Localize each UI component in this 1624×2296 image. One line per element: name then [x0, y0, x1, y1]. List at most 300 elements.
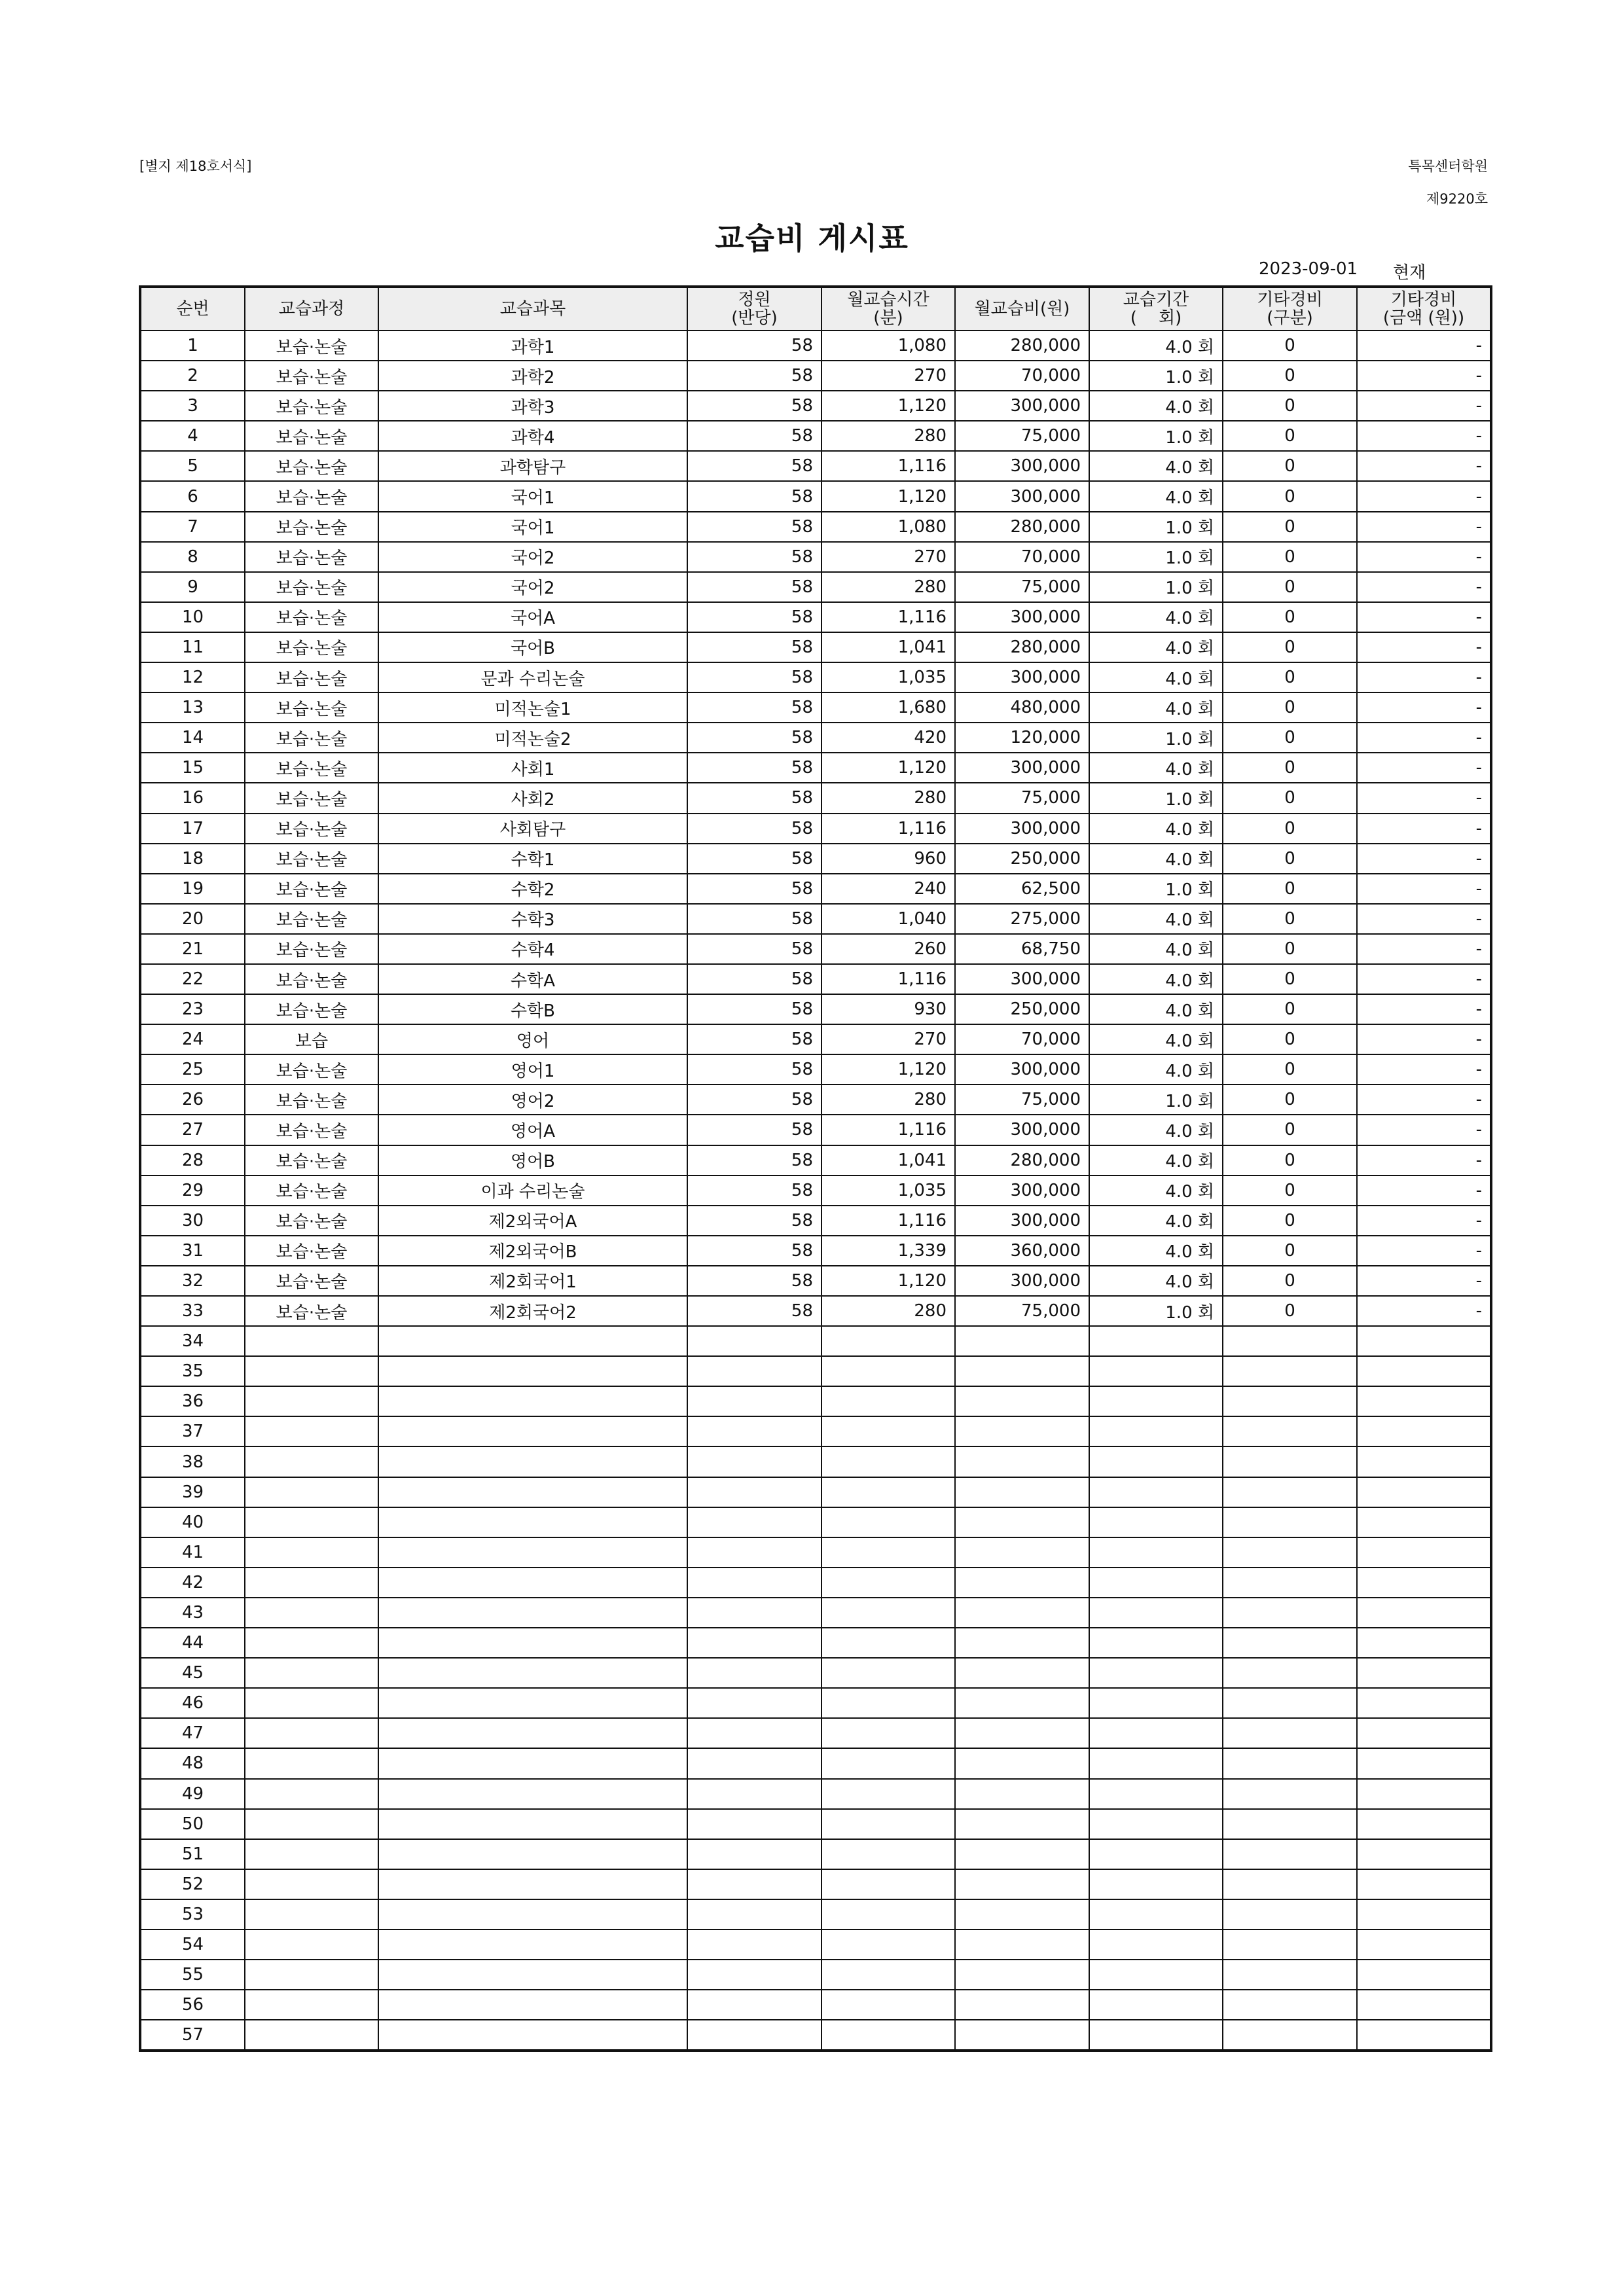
- cell-fee: [955, 1748, 1089, 1778]
- cell-no: 25: [140, 1054, 245, 1085]
- cell-period: 1.0 회: [1089, 1085, 1223, 1115]
- cell-capacity: 58: [687, 361, 821, 391]
- cell-no: 3: [140, 391, 245, 421]
- cell-subject: 수학A: [378, 964, 687, 994]
- cell-no: 53: [140, 1899, 245, 1929]
- cell-minutes: [821, 1326, 955, 1356]
- cell-period: 1.0 회: [1089, 723, 1223, 753]
- table-row: [140, 632, 1491, 662]
- cell-etc-amount: -: [1357, 814, 1491, 844]
- cell-subject: 이과 수리논술: [378, 1175, 687, 1206]
- cell-no: 39: [140, 1477, 245, 1507]
- cell-etc-type: 0: [1223, 1266, 1357, 1296]
- cell-subject: 과학4: [378, 421, 687, 451]
- cell-period: [1089, 1416, 1223, 1446]
- cell-subject: 영어1: [378, 1054, 687, 1085]
- cell-fee: [955, 1598, 1089, 1628]
- cell-etc-amount: [1357, 1537, 1491, 1568]
- cell-subject: 과학탐구: [378, 451, 687, 481]
- cell-no: 49: [140, 1779, 245, 1809]
- cell-period: [1089, 1748, 1223, 1778]
- cell-minutes: [821, 1537, 955, 1568]
- cell-capacity: [687, 1688, 821, 1718]
- cell-no: 28: [140, 1145, 245, 1175]
- cell-etc-amount: -: [1357, 1145, 1491, 1175]
- cell-subject: [378, 1688, 687, 1718]
- cell-capacity: [687, 1718, 821, 1748]
- cell-period: [1089, 1688, 1223, 1718]
- cell-fee: 280,000: [955, 331, 1089, 361]
- cell-course: [245, 1477, 378, 1507]
- table-row: [140, 1929, 1491, 1960]
- cell-etc-amount: -: [1357, 602, 1491, 632]
- cell-subject: 국어1: [378, 512, 687, 542]
- cell-course: [245, 1628, 378, 1658]
- table-row: [140, 1990, 1491, 2020]
- cell-course: 보습·논술: [245, 1085, 378, 1115]
- cell-fee: 300,000: [955, 1054, 1089, 1085]
- table-row: [140, 934, 1491, 964]
- cell-fee: 300,000: [955, 1266, 1089, 1296]
- cell-no: 20: [140, 904, 245, 934]
- cell-minutes: [821, 1779, 955, 1809]
- cell-fee: [955, 1326, 1089, 1356]
- cell-course: 보습·논술: [245, 1054, 378, 1085]
- cell-capacity: 58: [687, 451, 821, 481]
- cell-no: 32: [140, 1266, 245, 1296]
- cell-minutes: 1,116: [821, 1206, 955, 1236]
- cell-no: 6: [140, 481, 245, 511]
- cell-capacity: 58: [687, 1296, 821, 1326]
- cell-etc-type: [1223, 1658, 1357, 1688]
- table-row: [140, 1960, 1491, 1990]
- cell-fee: 275,000: [955, 904, 1089, 934]
- cell-capacity: [687, 1990, 821, 2020]
- cell-subject: [378, 1718, 687, 1748]
- cell-minutes: 1,041: [821, 1145, 955, 1175]
- cell-capacity: 58: [687, 964, 821, 994]
- cell-fee: 300,000: [955, 964, 1089, 994]
- table-row: [140, 1568, 1491, 1598]
- cell-course: 보습·논술: [245, 692, 378, 723]
- cell-fee: [955, 1537, 1089, 1568]
- cell-etc-type: 0: [1223, 421, 1357, 451]
- cell-period: [1089, 1899, 1223, 1929]
- cell-minutes: 960: [821, 844, 955, 874]
- cell-minutes: [821, 2020, 955, 2051]
- cell-minutes: 1,116: [821, 602, 955, 632]
- cell-etc-type: [1223, 1568, 1357, 1598]
- table-row: [140, 572, 1491, 602]
- cell-capacity: 58: [687, 814, 821, 844]
- cell-capacity: 58: [687, 632, 821, 662]
- table-row: [140, 1416, 1491, 1446]
- cell-etc-amount: -: [1357, 783, 1491, 813]
- cell-period: 4.0 회: [1089, 934, 1223, 964]
- cell-period: 1.0 회: [1089, 361, 1223, 391]
- table-row: [140, 692, 1491, 723]
- cell-capacity: 58: [687, 1236, 821, 1266]
- cell-subject: 제2외국어A: [378, 1206, 687, 1236]
- cell-fee: [955, 1658, 1089, 1688]
- table-row: [140, 814, 1491, 844]
- cell-minutes: 1,120: [821, 481, 955, 511]
- cell-minutes: 1,116: [821, 451, 955, 481]
- cell-etc-type: 0: [1223, 361, 1357, 391]
- cell-period: 4.0 회: [1089, 1175, 1223, 1206]
- cell-etc-amount: [1357, 1326, 1491, 1356]
- cell-etc-amount: [1357, 1446, 1491, 1477]
- cell-etc-amount: -: [1357, 632, 1491, 662]
- cell-etc-amount: -: [1357, 874, 1491, 904]
- table-row: [140, 1145, 1491, 1175]
- cell-subject: 국어1: [378, 481, 687, 511]
- table-row: [140, 1688, 1491, 1718]
- cell-etc-type: [1223, 1899, 1357, 1929]
- cell-no: 46: [140, 1688, 245, 1718]
- cell-no: 19: [140, 874, 245, 904]
- cell-no: 34: [140, 1326, 245, 1356]
- cell-no: 29: [140, 1175, 245, 1206]
- cell-minutes: 280: [821, 572, 955, 602]
- cell-etc-amount: [1357, 1416, 1491, 1446]
- cell-etc-type: [1223, 1869, 1357, 1899]
- cell-etc-type: 0: [1223, 723, 1357, 753]
- cell-no: 11: [140, 632, 245, 662]
- cell-etc-type: 0: [1223, 391, 1357, 421]
- cell-no: 24: [140, 1024, 245, 1054]
- cell-no: 40: [140, 1507, 245, 1537]
- cell-course: 보습·논술: [245, 1206, 378, 1236]
- table-row: [140, 542, 1491, 572]
- cell-fee: 70,000: [955, 542, 1089, 572]
- cell-capacity: [687, 1507, 821, 1537]
- cell-capacity: [687, 1446, 821, 1477]
- cell-etc-type: 0: [1223, 783, 1357, 813]
- col-header-capacity: 정원 (반당): [687, 287, 821, 331]
- cell-etc-type: 0: [1223, 994, 1357, 1024]
- cell-etc-type: 0: [1223, 1024, 1357, 1054]
- cell-etc-type: [1223, 1416, 1357, 1446]
- cell-etc-amount: -: [1357, 1115, 1491, 1145]
- cell-period: 4.0 회: [1089, 391, 1223, 421]
- cell-minutes: [821, 1869, 955, 1899]
- cell-minutes: 270: [821, 361, 955, 391]
- cell-etc-amount: -: [1357, 964, 1491, 994]
- cell-etc-amount: -: [1357, 1236, 1491, 1266]
- cell-no: 2: [140, 361, 245, 391]
- table-row: [140, 602, 1491, 632]
- cell-subject: 제2회국어1: [378, 1266, 687, 1296]
- cell-capacity: [687, 1960, 821, 1990]
- cell-no: 45: [140, 1658, 245, 1688]
- cell-etc-type: 0: [1223, 632, 1357, 662]
- cell-subject: 영어2: [378, 1085, 687, 1115]
- cell-course: [245, 1568, 378, 1598]
- cell-course: 보습·논술: [245, 542, 378, 572]
- cell-etc-type: [1223, 1779, 1357, 1809]
- cell-period: 4.0 회: [1089, 904, 1223, 934]
- table-row: [140, 662, 1491, 692]
- cell-fee: 280,000: [955, 632, 1089, 662]
- cell-etc-amount: -: [1357, 421, 1491, 451]
- cell-course: 보습: [245, 1024, 378, 1054]
- cell-etc-type: 0: [1223, 934, 1357, 964]
- table-row: [140, 1054, 1491, 1085]
- cell-fee: [955, 1386, 1089, 1416]
- cell-subject: 국어A: [378, 602, 687, 632]
- cell-etc-type: [1223, 1628, 1357, 1658]
- cell-course: 보습·논술: [245, 964, 378, 994]
- cell-etc-type: [1223, 1537, 1357, 1568]
- cell-no: 35: [140, 1356, 245, 1386]
- table-row: [140, 391, 1491, 421]
- cell-capacity: 58: [687, 753, 821, 783]
- cell-etc-type: 0: [1223, 1296, 1357, 1326]
- table-row: [140, 844, 1491, 874]
- cell-minutes: 280: [821, 421, 955, 451]
- cell-period: 4.0 회: [1089, 1024, 1223, 1054]
- cell-minutes: [821, 1446, 955, 1477]
- cell-course: [245, 1688, 378, 1718]
- cell-minutes: [821, 1718, 955, 1748]
- cell-period: 4.0 회: [1089, 1206, 1223, 1236]
- cell-course: 보습·논술: [245, 904, 378, 934]
- cell-no: 12: [140, 662, 245, 692]
- cell-etc-type: 0: [1223, 874, 1357, 904]
- cell-capacity: 58: [687, 994, 821, 1024]
- cell-minutes: [821, 1628, 955, 1658]
- cell-etc-type: 0: [1223, 964, 1357, 994]
- cell-minutes: [821, 1477, 955, 1507]
- cell-fee: 360,000: [955, 1236, 1089, 1266]
- cell-minutes: [821, 1356, 955, 1386]
- cell-etc-amount: [1357, 1809, 1491, 1839]
- cell-course: 보습·논술: [245, 512, 378, 542]
- table-row: [140, 1175, 1491, 1206]
- cell-subject: [378, 1809, 687, 1839]
- cell-capacity: [687, 1326, 821, 1356]
- cell-course: [245, 1990, 378, 2020]
- cell-course: [245, 1929, 378, 1960]
- cell-etc-type: 0: [1223, 1175, 1357, 1206]
- cell-no: 14: [140, 723, 245, 753]
- cell-minutes: 1,120: [821, 753, 955, 783]
- cell-period: 1.0 회: [1089, 512, 1223, 542]
- cell-etc-type: 0: [1223, 1236, 1357, 1266]
- col-header-course: 교습과정: [245, 287, 378, 331]
- cell-fee: 300,000: [955, 481, 1089, 511]
- cell-subject: [378, 1839, 687, 1869]
- cell-etc-type: [1223, 1748, 1357, 1778]
- table-row: [140, 1839, 1491, 1869]
- cell-no: 56: [140, 1990, 245, 2020]
- cell-fee: 280,000: [955, 512, 1089, 542]
- cell-no: 30: [140, 1206, 245, 1236]
- cell-etc-amount: [1357, 1688, 1491, 1718]
- cell-capacity: 58: [687, 512, 821, 542]
- cell-subject: 수학4: [378, 934, 687, 964]
- cell-no: 5: [140, 451, 245, 481]
- col-header-etc-amount: 기타경비 (금액 (원)): [1357, 287, 1491, 331]
- cell-period: [1089, 2020, 1223, 2051]
- cell-etc-amount: [1357, 1628, 1491, 1658]
- form-number: [별지 제18호서식]: [139, 158, 252, 174]
- cell-period: [1089, 1568, 1223, 1598]
- cell-period: [1089, 1356, 1223, 1386]
- table-row: [140, 1718, 1491, 1748]
- table-row: [140, 1446, 1491, 1477]
- cell-etc-amount: [1357, 1899, 1491, 1929]
- cell-etc-amount: -: [1357, 662, 1491, 692]
- cell-period: 4.0 회: [1089, 994, 1223, 1024]
- cell-subject: [378, 1416, 687, 1446]
- cell-subject: 미적논술2: [378, 723, 687, 753]
- cell-period: [1089, 1990, 1223, 2020]
- cell-subject: 과학2: [378, 361, 687, 391]
- cell-subject: 사회2: [378, 783, 687, 813]
- cell-minutes: [821, 1688, 955, 1718]
- cell-subject: [378, 1356, 687, 1386]
- cell-course: 보습·논술: [245, 421, 378, 451]
- cell-course: [245, 1718, 378, 1748]
- cell-period: 1.0 회: [1089, 1296, 1223, 1326]
- table-row: [140, 994, 1491, 1024]
- cell-period: 1.0 회: [1089, 783, 1223, 813]
- cell-etc-amount: -: [1357, 994, 1491, 1024]
- cell-course: 보습·논술: [245, 1296, 378, 1326]
- cell-course: [245, 1779, 378, 1809]
- cell-subject: 영어B: [378, 1145, 687, 1175]
- cell-fee: 300,000: [955, 602, 1089, 632]
- cell-minutes: 1,120: [821, 391, 955, 421]
- cell-no: 42: [140, 1568, 245, 1598]
- cell-etc-amount: -: [1357, 451, 1491, 481]
- cell-capacity: [687, 1568, 821, 1598]
- cell-capacity: [687, 1839, 821, 1869]
- cell-no: 22: [140, 964, 245, 994]
- cell-course: 보습·논술: [245, 874, 378, 904]
- cell-etc-amount: [1357, 1839, 1491, 1869]
- cell-etc-amount: -: [1357, 1296, 1491, 1326]
- cell-period: [1089, 1809, 1223, 1839]
- cell-etc-amount: -: [1357, 692, 1491, 723]
- table-row: [140, 1326, 1491, 1356]
- table-row: [140, 2020, 1491, 2051]
- table-row: [140, 874, 1491, 904]
- cell-period: 4.0 회: [1089, 451, 1223, 481]
- cell-subject: [378, 1386, 687, 1416]
- table-row: [140, 1296, 1491, 1326]
- cell-no: 50: [140, 1809, 245, 1839]
- cell-etc-type: 0: [1223, 904, 1357, 934]
- cell-etc-amount: -: [1357, 572, 1491, 602]
- cell-etc-amount: [1357, 1356, 1491, 1386]
- cell-minutes: 1,116: [821, 1115, 955, 1145]
- cell-minutes: 1,080: [821, 331, 955, 361]
- cell-subject: 영어: [378, 1024, 687, 1054]
- table-row: [140, 1809, 1491, 1839]
- table-row: [140, 1236, 1491, 1266]
- cell-etc-type: 0: [1223, 753, 1357, 783]
- cell-fee: [955, 1869, 1089, 1899]
- cell-period: [1089, 1326, 1223, 1356]
- cell-etc-type: [1223, 2020, 1357, 2051]
- cell-etc-amount: [1357, 1658, 1491, 1688]
- cell-fee: 300,000: [955, 451, 1089, 481]
- cell-no: 57: [140, 2020, 245, 2051]
- cell-course: [245, 1598, 378, 1628]
- cell-fee: [955, 1839, 1089, 1869]
- cell-etc-type: 0: [1223, 844, 1357, 874]
- table-row: [140, 451, 1491, 481]
- cell-minutes: [821, 1568, 955, 1598]
- cell-minutes: 1,116: [821, 814, 955, 844]
- cell-period: [1089, 1628, 1223, 1658]
- cell-capacity: [687, 2020, 821, 2051]
- cell-period: [1089, 1779, 1223, 1809]
- cell-subject: [378, 1929, 687, 1960]
- cell-capacity: 58: [687, 572, 821, 602]
- cell-no: 41: [140, 1537, 245, 1568]
- cell-etc-type: 0: [1223, 451, 1357, 481]
- cell-fee: [955, 1809, 1089, 1839]
- cell-minutes: 1,041: [821, 632, 955, 662]
- cell-no: 16: [140, 783, 245, 813]
- cell-capacity: 58: [687, 934, 821, 964]
- cell-fee: 300,000: [955, 662, 1089, 692]
- cell-period: [1089, 1446, 1223, 1477]
- table-row: [140, 1206, 1491, 1236]
- cell-capacity: 58: [687, 1206, 821, 1236]
- cell-fee: 70,000: [955, 361, 1089, 391]
- cell-period: [1089, 1386, 1223, 1416]
- academy-name: 특목센터학원: [1408, 158, 1488, 174]
- table-row: [140, 1386, 1491, 1416]
- cell-no: 43: [140, 1598, 245, 1628]
- cell-minutes: [821, 1990, 955, 2020]
- cell-period: [1089, 1507, 1223, 1537]
- cell-course: [245, 1960, 378, 1990]
- cell-course: 보습·논술: [245, 662, 378, 692]
- cell-etc-amount: -: [1357, 1266, 1491, 1296]
- cell-period: 1.0 회: [1089, 572, 1223, 602]
- table-row: [140, 1537, 1491, 1568]
- cell-course: 보습·논술: [245, 1236, 378, 1266]
- cell-course: [245, 1899, 378, 1929]
- cell-no: 18: [140, 844, 245, 874]
- table-row: [140, 1507, 1491, 1537]
- cell-course: 보습·논술: [245, 361, 378, 391]
- cell-no: 1: [140, 331, 245, 361]
- cell-etc-amount: -: [1357, 481, 1491, 511]
- cell-period: 1.0 회: [1089, 421, 1223, 451]
- cell-no: 17: [140, 814, 245, 844]
- cell-period: 4.0 회: [1089, 964, 1223, 994]
- tuition-fee-table: [139, 285, 1492, 2052]
- cell-course: 보습·논술: [245, 844, 378, 874]
- table-row: [140, 964, 1491, 994]
- cell-course: [245, 1748, 378, 1778]
- cell-no: 38: [140, 1446, 245, 1477]
- table-row: [140, 512, 1491, 542]
- cell-etc-amount: [1357, 1779, 1491, 1809]
- cell-course: 보습·논술: [245, 572, 378, 602]
- cell-period: 4.0 회: [1089, 1054, 1223, 1085]
- cell-etc-amount: [1357, 2020, 1491, 2051]
- cell-no: 4: [140, 421, 245, 451]
- cell-period: 4.0 회: [1089, 1145, 1223, 1175]
